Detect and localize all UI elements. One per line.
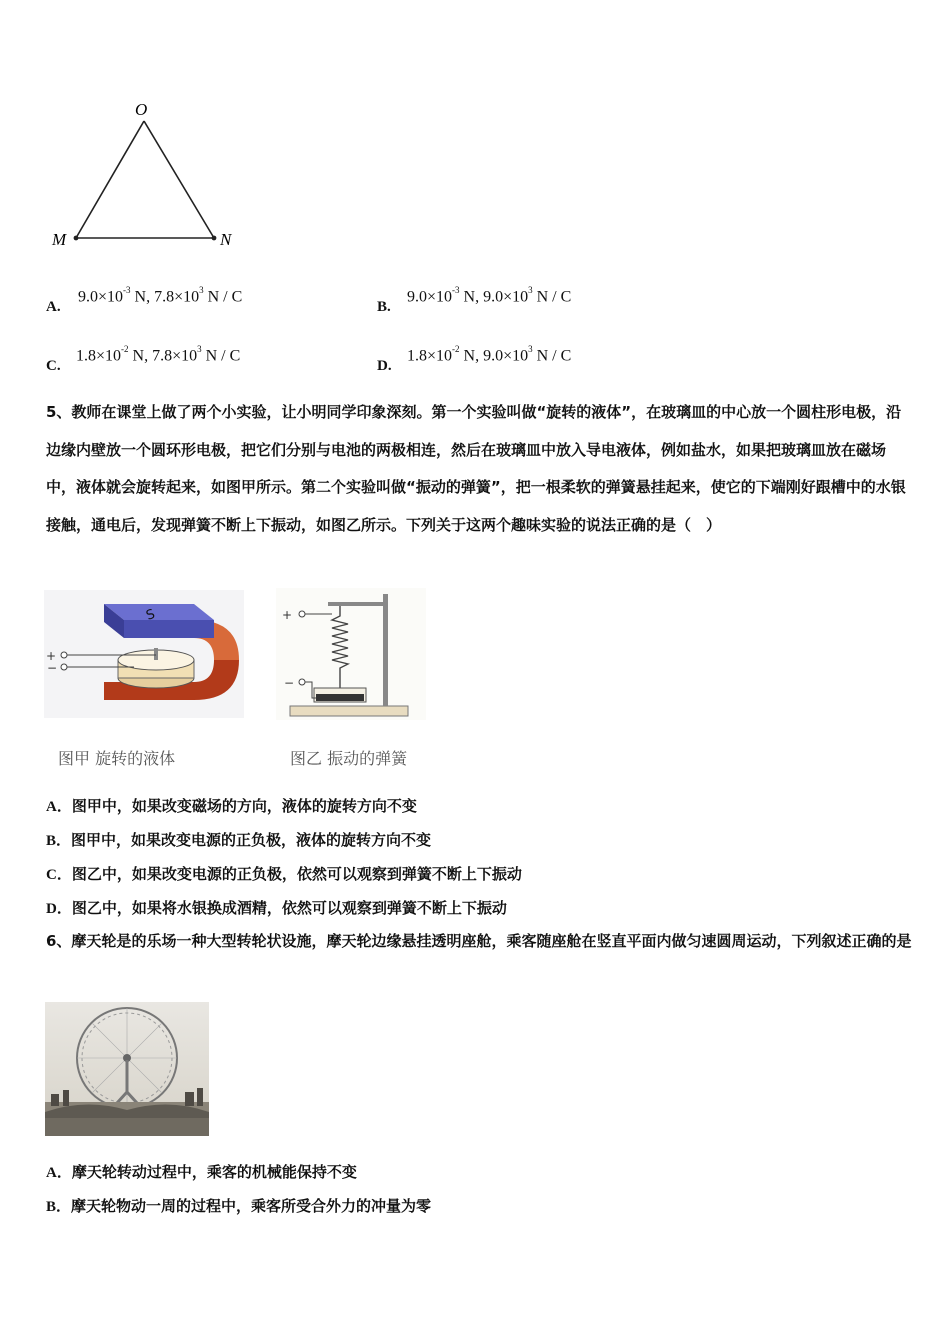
option-text: 摩天轮转动过程中，乘客的机械能保持不变 xyxy=(71,1163,357,1181)
option-formula: $9.0\times 10^{-3}$ N, $7.8\times 10^3$ N / C xyxy=(78,285,243,306)
option-label: D. xyxy=(377,358,392,374)
figure-b-caption: 图乙 振动的弹簧 xyxy=(290,749,408,768)
option-formula: $1.8\times 10^{-2}$ N, $9.0\times 10^3$ N / C xyxy=(407,344,572,365)
q6-option-a[interactable] xyxy=(46,1161,357,1182)
option-label: B． xyxy=(46,833,72,849)
option-formula: $1.8\times 10^{-2}$ N, $7.8\times 10^3$ N / C xyxy=(76,344,241,365)
option-label: B． xyxy=(46,1199,72,1215)
q5-option-d[interactable] xyxy=(46,897,507,918)
point-n-label: N xyxy=(220,230,232,249)
q5-option-a[interactable] xyxy=(46,795,417,816)
plus-sign: + xyxy=(282,608,293,622)
ferris-wheel-photo xyxy=(45,1002,209,1136)
point-o-label: O xyxy=(135,100,148,119)
magnet-s-label: S xyxy=(144,606,158,624)
point-m-label: M xyxy=(52,230,67,249)
option-text: 图乙中，如果将水银换成酒精，依然可以观察到弹簧不断上下振动 xyxy=(71,899,507,917)
vibrating-spring-figure xyxy=(276,588,426,720)
question-6-text: 6、摩天轮是的乐场一种大型转轮状设施，摩天轮边缘悬挂透明座舱，乘客随座舱在竖直平面内做匀速圆周运动，下列叙述正确的是 xyxy=(46,932,912,950)
option-label: A. xyxy=(46,299,61,315)
question-5-text: 5、教师在课堂上做了两个小实验，让小明同学印象深刻。第一个实验叫做“旋转的液体”，在玻璃皿的中心放一个圆柱形电极，沿边缘内壁放一个圆环形电极，把它们分别与电池的两极相连，然后在玻璃皿中放入导电液体，例如盐水，如果把玻璃皿放在磁场中，液体就会旋转起来，如图甲所示。第二个实验叫做“振动的弹簧”，把一根柔软的弹簧悬挂起来，使它的下端刚好跟槽中的水银接触，通电后，发现弹簧不断上下振动，如图乙所示。下列关于这两个趣味实验的说法正确的是（ ） xyxy=(46,403,906,534)
option-text: 图甲中，如果改变电源的正负极，液体的旋转方向不变 xyxy=(71,831,432,849)
triangle-figure xyxy=(40,95,250,255)
option-label: D． xyxy=(46,901,72,917)
figure-a-caption: 图甲 旋转的液体 xyxy=(58,749,176,768)
q6-option-b[interactable] xyxy=(46,1195,431,1216)
option-text: 图乙中，如果改变电源的正负极，依然可以观察到弹簧不断上下振动 xyxy=(71,865,522,883)
option-formula: $9.0\times 10^{-3}$ N, $9.0\times 10^3$ N / C xyxy=(407,285,572,306)
option-text: 摩天轮物动一周的过程中，乘客所受合外力的冲量为零 xyxy=(71,1197,432,1215)
q5-option-c[interactable] xyxy=(46,863,522,884)
option-label: C. xyxy=(46,358,61,374)
option-text: 图甲中，如果改变磁场的方向，液体的旋转方向不变 xyxy=(71,797,417,815)
option-label: B. xyxy=(377,299,391,315)
q5-option-b[interactable] xyxy=(46,829,431,850)
option-label: C． xyxy=(46,867,72,883)
plus-sign: + xyxy=(46,649,57,663)
minus-sign: − xyxy=(284,676,295,690)
rotating-liquid-figure xyxy=(44,590,244,718)
option-label: A． xyxy=(46,799,72,815)
option-label: A． xyxy=(46,1165,72,1181)
minus-sign: − xyxy=(47,661,58,675)
